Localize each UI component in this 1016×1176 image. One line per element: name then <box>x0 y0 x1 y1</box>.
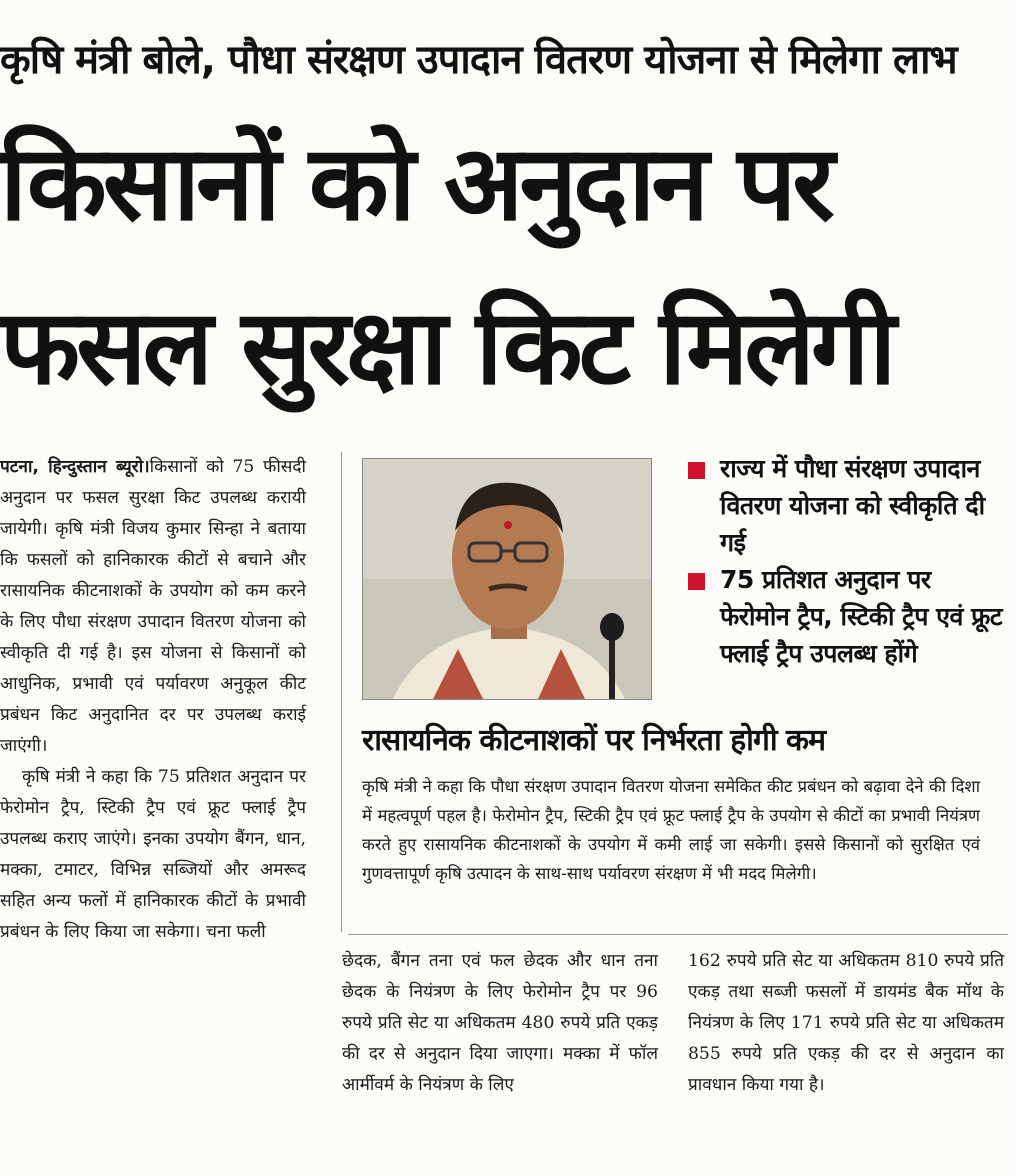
highlights-list <box>686 450 1008 672</box>
dateline: पटना, हिन्दुस्तान ब्यूरो। <box>0 457 150 477</box>
left-para-2: कृषि मंत्री ने कहा कि 75 प्रतिशत अनुदान पर फेरोमोन ट्रैप, स्टिकी ट्रैप एवं फ्रूट फ्लाई ट्रैप उपलब्ध कराए जाएंगे। इनका उपयोग बैंगन, धान, मक्का, टमाटर, विभिन्न सब्जियों और अमरूद सहित अन्य फलों में हानिकारक कीटों के प्रभावी प्रबंधन के लिए किया जा सकेगा। चना फली <box>0 767 306 942</box>
headline-line-1: किसानों को अनुदान पर <box>0 122 831 244</box>
subheading-body: कृषि मंत्री ने कहा कि पौधा संरक्षण उपादान वितरण योजना समेकित कीट प्रबंधन को बढ़ावा देने की दिशा में महत्वपूर्ण पहल है। फेरोमोन ट्रैप, स्टिकी ट्रैप एवं फ्रूट फ्लाई ट्रैप के उपयोग से कीटों का प्रभावी नियंत्रण करते हुए रासायनिक कीटनाशकों के उपयोग में कमी लाई जा सकेगी। इससे किसानों को सुरक्षित एवं गुणवत्तापूर्ण कृषि उत्पादन के साथ-साथ पर्यावरण संरक्षण में भी मदद मिलेगी। <box>362 777 980 883</box>
horizontal-divider <box>348 934 1008 935</box>
left-column <box>0 452 306 948</box>
subheading: रासायनिक कीटनाशकों पर निर्भरता होगी कम <box>362 723 826 758</box>
kicker-headline: कृषि मंत्री बोले, पौधा संरक्षण उपादान वितरण योजना से मिलेगा लाभ <box>0 37 957 83</box>
highlight-text: राज्य में पौधा संरक्षण उपादान वितरण योजना को स्वीकृति दी गई <box>720 454 985 557</box>
headline-line-2: फसल सुरक्षा किट मिलेगी <box>0 286 893 408</box>
highlight-item <box>686 450 1008 561</box>
highlight-text: 75 प्रतिशत अनुदान पर फेरोमोन ट्रैप, स्टिकी ट्रैप एवं फ्रूट फ्लाई ट्रैप उपलब्ध होंगे <box>720 565 1002 668</box>
minister-photo <box>362 458 652 700</box>
portrait-illustration <box>363 459 651 699</box>
bullet-square-icon <box>688 462 705 479</box>
highlight-item <box>686 561 1008 672</box>
left-para-1 <box>0 452 306 762</box>
right-column: 162 रुपये प्रति सेट या अधिकतम 810 रुपये प्रति एकड़ तथा सब्जी फसलों में डायमंड बैक मॉथ के नियंत्रण के लिए 171 रुपये प्रति सेट या अधिकतम 855 रुपये प्रति एकड़ की दर से अनुदान का प्रावधान किया गया है। <box>688 951 1004 1095</box>
column-divider <box>341 452 342 932</box>
bullet-square-icon <box>688 573 705 590</box>
left-para-1-text: किसानों को 75 फीसदी अनुदान पर फसल सुरक्षा किट उपलब्ध करायी जायेगी। कृषि मंत्री विजय कुमार सिन्हा ने बताया कि फसलों को हानिकारक कीटों से बचाने और रासायनिक कीटनाशकों के उपयोग को कम करने के लिए पौधा संरक्षण उपादान वितरण योजना को स्वीकृति दी गई है। इस योजना से किसानों को आधुनिक, प्रभावी एवं पर्यावरण अनुकूल कीट प्रबंधन किट अनुदानित दर पर उपलब्ध कराई जाएंगी। <box>0 457 307 756</box>
middle-column: छेदक, बैंगन तना एवं फल छेदक और धान तना छेदक के नियंत्रण के लिए फेरोमोन ट्रैप पर 96 रुपये प्रति सेट या अधिकतम 480 रुपये प्रति एकड़ की दर से अनुदान दिया जाएगा। मक्का में फॉल आर्मीवर्म के नियंत्रण के लिए <box>342 951 658 1095</box>
